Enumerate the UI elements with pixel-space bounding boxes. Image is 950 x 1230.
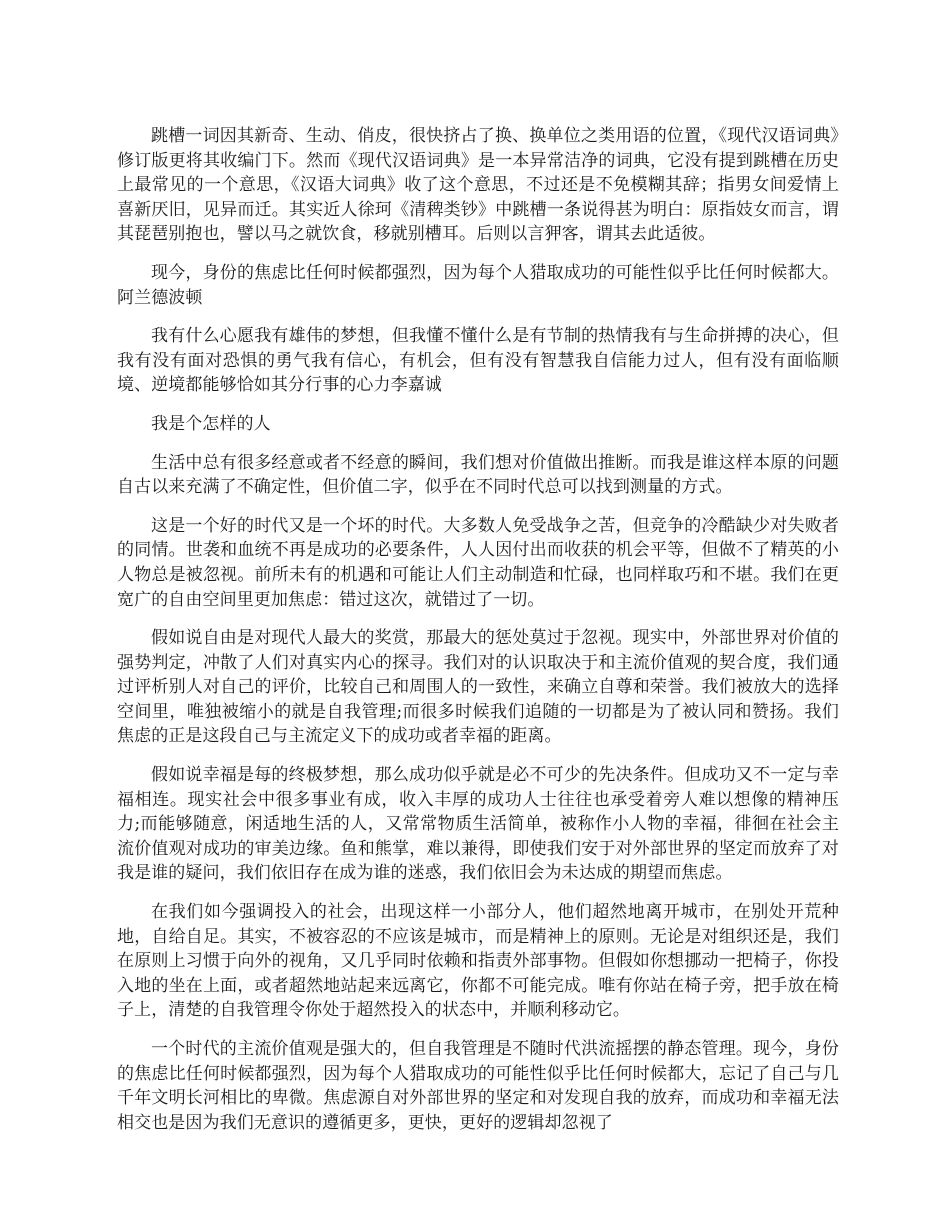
paragraph-section-heading: 我是个怎样的人 — [151, 413, 271, 434]
paragraph-good-bad-era: 这是一个好的时代又是一个坏的时代。大多数人免受战争之苦，但竞争的冷酷缺少对失败者的同情。世袭和血统不再是成功的必要条件，人人因付出而收获的机会平等，但做不了精英的小人物总是被忽视。前所未有的机遇和可能让人们主动制造和忙碌，也同样取巧和不堪。我们在更宽广的自由空间里更加焦虑：错过这次，就错过了一切。 — [117, 515, 839, 610]
document-body — [117, 124, 839, 1149]
paragraph-happiness-success: 假如说幸福是每的终极梦想，那么成功似乎就是必不可少的先决条件。但成功又不一定与幸福相连。现实社会中很多事业有成，收入丰厚的成功人士往往也承受着旁人难以想像的精神压力;而能够随意，闲适地生活的人，又常常物质生活简单，被称作小人物的幸福，徘徊在社会主流价值观对成功的审美边缘。鱼和熊掌，难以兼得，即使我们安于对外部世界的坚定而放弃了对我是谁的疑问，我们依旧存在成为谁的迷惑，我们依旧会为未达成的期望而焦虑。 — [117, 765, 839, 884]
paragraph-chair-metaphor: 在我们如今强调投入的社会，出现这样一小部分人，他们超然地离开城市，在别处开荒种地，自给自足。其实，不被容忍的不应该是城市，而是精神上的原则。无论是对组织还是，我们在原则上习惯于向外的视角，又几乎同时依赖和指责外部事物。但假如你想挪动一把椅子，你投入地的坐在上面，或者超然地站起来远离它，你都不可能完成。唯有你站在椅子旁，把手放在椅子上，清楚的自我管理令你处于超然投入的状态中，并顺利移动它。 — [117, 902, 839, 1021]
paragraph-status-anxiety-quote: 现今，身份的焦虑比任何时候都强烈，因为每个人猎取成功的可能性似乎比任何时候都大。阿兰德波顿 — [117, 262, 839, 308]
paragraph-freedom-neglect: 假如说自由是对现代人最大的奖赏，那最大的惩处莫过于忽视。现实中，外部世界对价值的强势判定，冲散了人们对真实内心的探寻。我们对的认识取决于和主流价值观的契合度，我们通过评析别人对自己的评价，比较自己和周围人的一致性，来确立自尊和荣誉。我们被放大的选择空间里，唯独被缩小的就是自我管理;而很多时候我们追随的一切都是为了被认同和赞扬。我们焦虑的正是这段自己与主流定义下的成功或者幸福的距离。 — [117, 628, 839, 747]
paragraph-value-judgement: 生活中总有很多经意或者不经意的瞬间，我们想对价值做出推断。而我是谁这样本原的问题自古以来充满了不确定性，但价值二字，似乎在不同时代总可以找到测量的方式。 — [117, 452, 839, 498]
paragraph-mainstream-values: 一个时代的主流价值观是强大的，但自我管理是不随时代洪流摇摆的静态管理。现今，身份的焦虑比任何时候都强烈，因为每个人猎取成功的可能性似乎比任何时候都大，忘记了自己与几千年文明长河相比的卑微。焦虑源自对外部世界的坚定和对发现自我的放弃，而成功和幸福无法相交也是因为我们无意识的遵循更多，更快，更好的逻辑却忽视了 — [117, 1039, 839, 1133]
paragraph-job-hopping: 跳槽一词因其新奇、生动、俏皮，很快挤占了换、换单位之类用语的位置，《现代汉语词典》修订版更将其收编门下。然而《现代汉语词典》是一本异常洁净的词典，它没有提到跳槽在历史上最常见的一个意思，《汉语大词典》收了这个意思，不过还是不免模糊其辞；指男女间爱情上喜新厌旧，见异而迁。其实近人徐珂《清稗类钞》中跳槽一条说得甚为明白：原指妓女而言，谓其琵琶别抱也，譬以马之就饮食，移就别槽耳。后则以言狎客，谓其去此适彼。 — [117, 126, 839, 245]
paragraph-wishes-quote: 我有什么心愿我有雄伟的梦想，但我懂不懂什么是有节制的热情我有与生命拼搏的决心，但我有没有面对恐惧的勇气我有信心，有机会，但有没有智慧我自信能力过人，但有没有面临顺境、逆境都能够恰如其分行事的心力李嘉诚 — [117, 326, 839, 396]
